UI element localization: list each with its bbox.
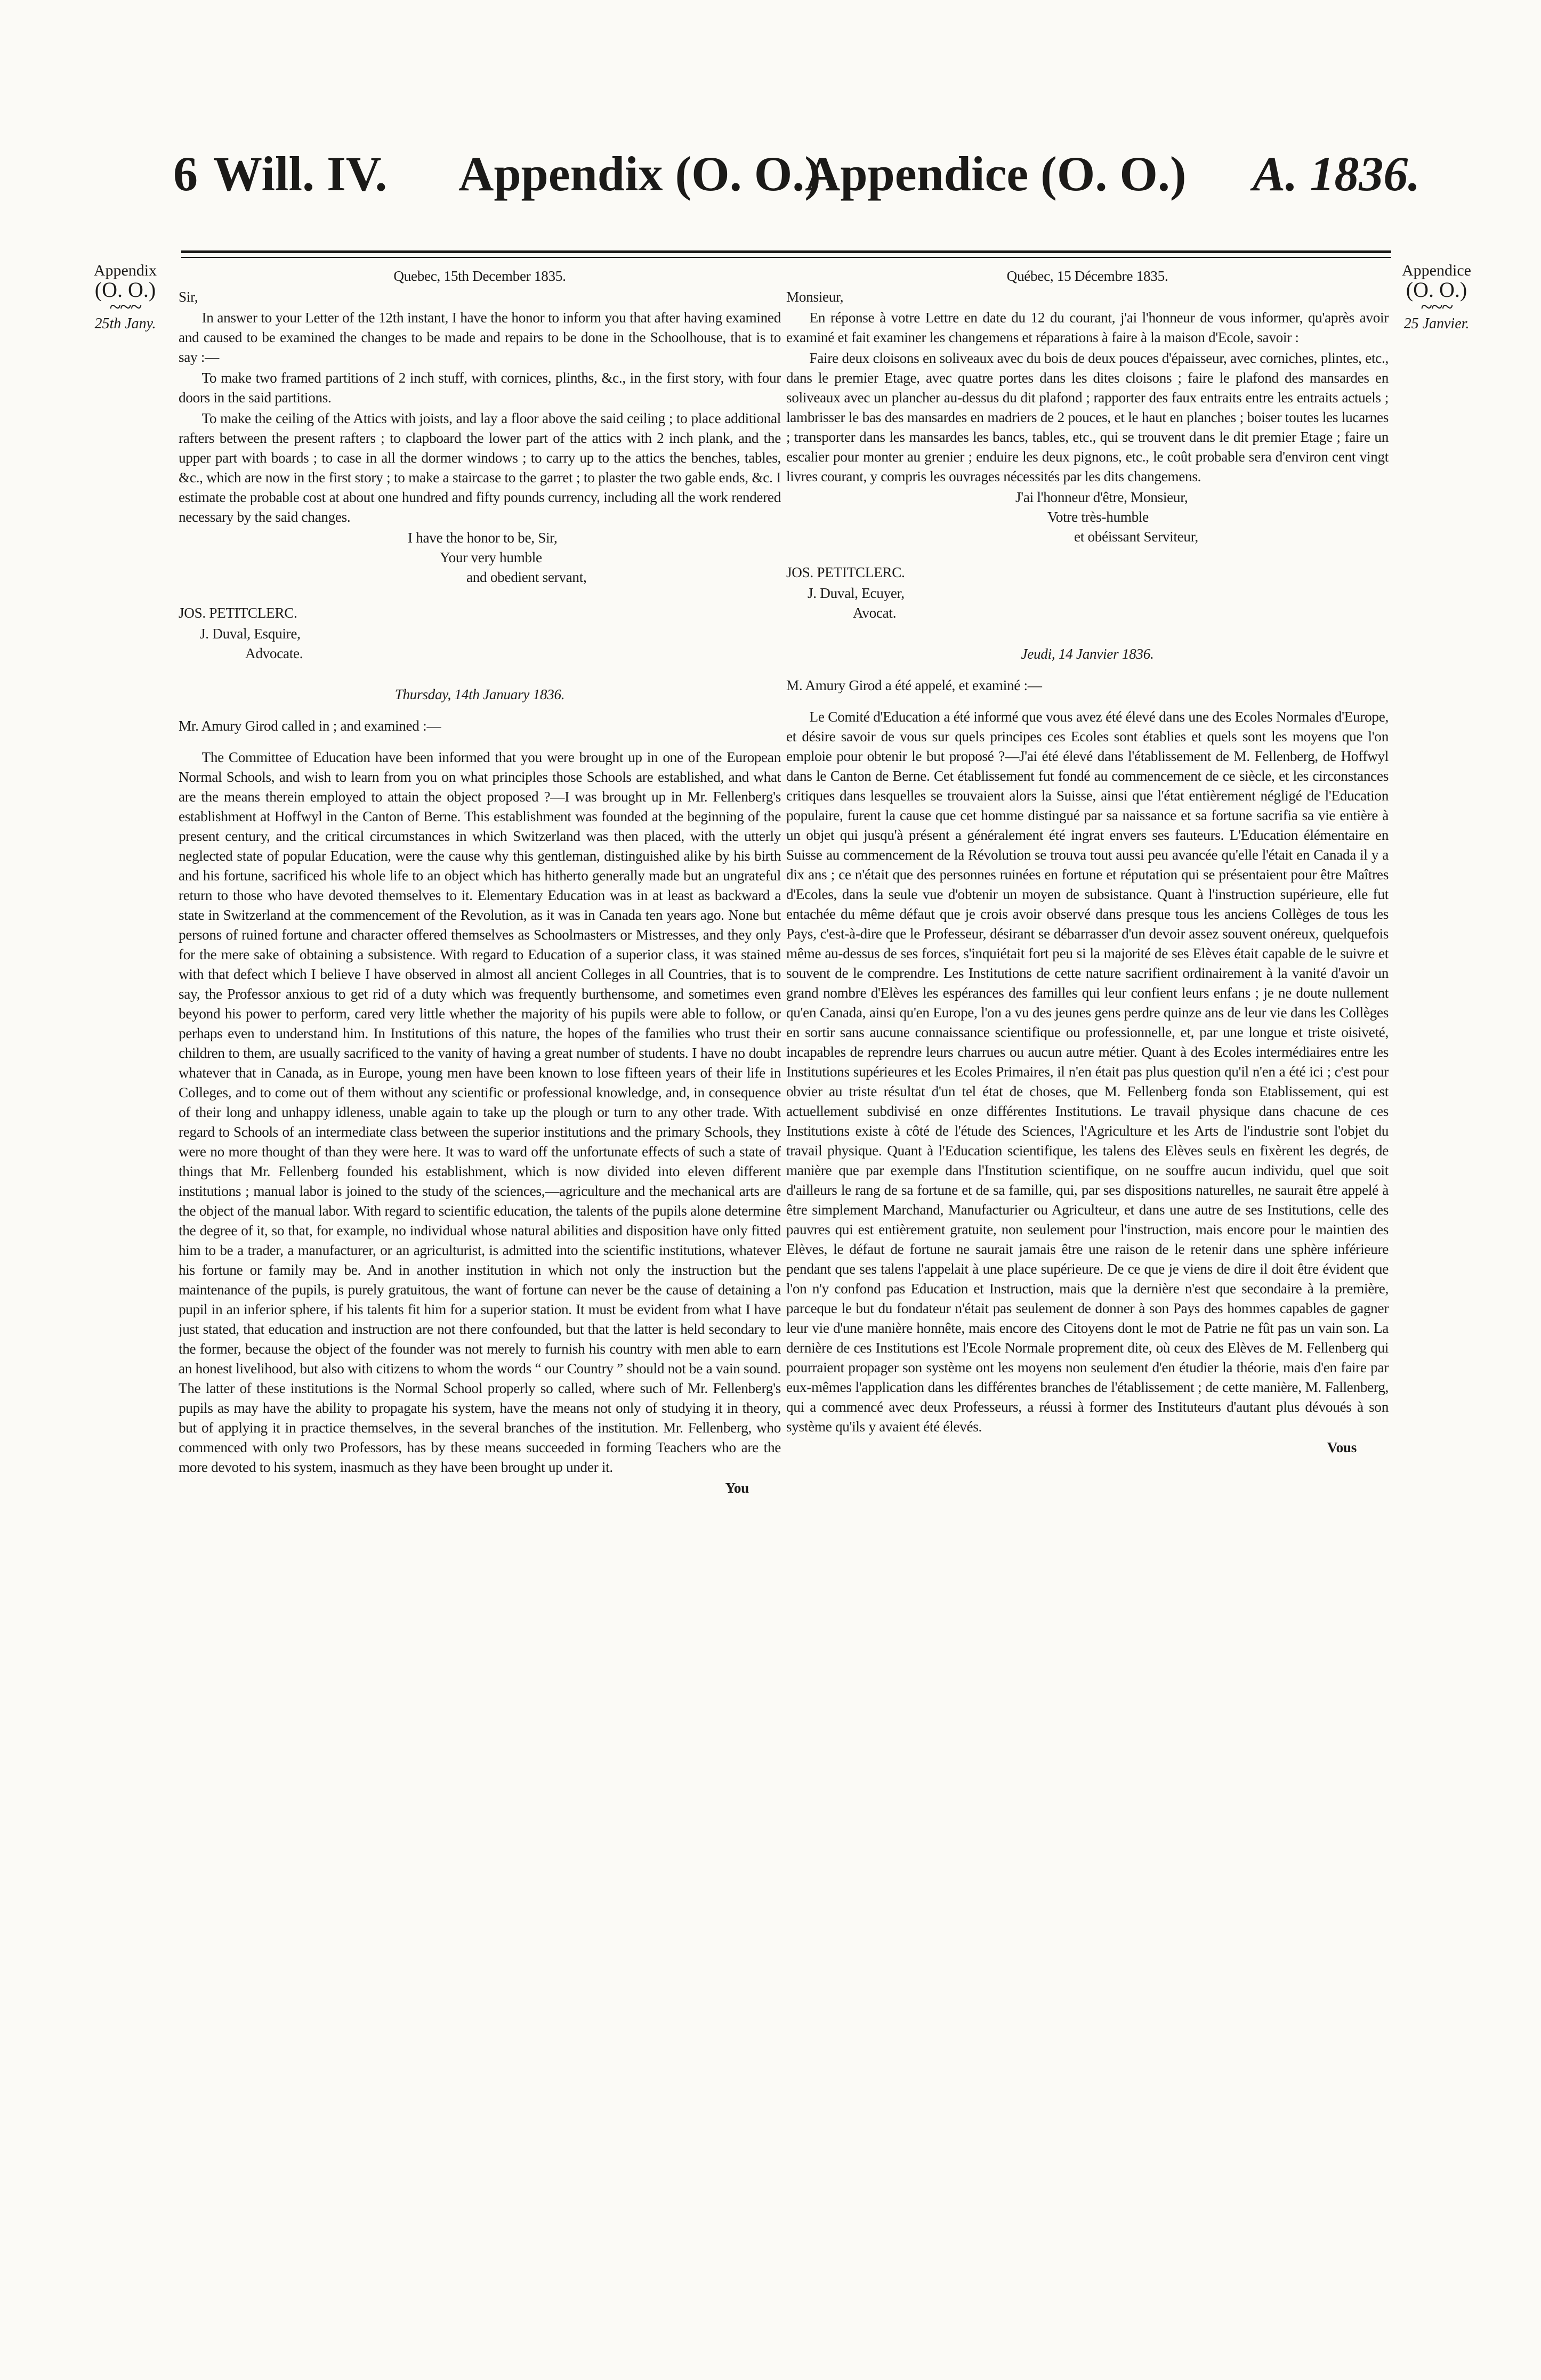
margin-swash-icon: ~~~ (1421, 295, 1453, 319)
page-number: 6 (173, 147, 198, 201)
margin-note-left (80, 261, 171, 334)
addressee (786, 584, 1389, 623)
margin-date: 25th Jany. (94, 315, 156, 332)
witness-line: M. Amury Girod a été appelé, et examiné :— (786, 677, 1042, 693)
closing-line: I have the honor to be, Sir, (408, 530, 558, 546)
closing-line: Votre très-humble (1047, 509, 1149, 525)
reign-label: Will. IV. (213, 147, 388, 201)
addressee (179, 624, 781, 663)
catchword: Vous (1327, 1439, 1357, 1455)
appendix-title-fr: Appendice (O. O.) (805, 147, 1187, 201)
french-column (786, 266, 1389, 2334)
letter-closing (786, 488, 1389, 547)
header-rule-bottom (181, 257, 1391, 258)
closing-line: and obedient servant, (466, 569, 587, 585)
margin-label: Appendice (1402, 262, 1471, 279)
letter-paragraph: Faire deux cloisons en soliveaux avec du bois de deux pouces d'épaisseur, avec corniches, plintes, etc., dans le premier Etage, avec quatre portes dans les dites cloisons ; faire le plafond des mansardes en soliveaux avec un plancher au-dessus du dit plafond ; rapporter des faux entraits entre les entraits actuels ; lambrisser le bas des mansardes en madriers de 2 pouces, et le haut en planches ; boiser toutes les lucarnes ; transporter dans les mansardes les bancs, tables, etc., qui se trouvent dans le dit premier Etage ; faire un escalier pour monter au grenier ; enduire les deux pignons, etc., le coût probable sera d'environ cent vingt livres courant, y compris les ouvrages nécessités par les dits changemens. (786, 350, 1389, 484)
testimony: Le Comité d'Education a été informé que vous avez été élevé dans une des Ecoles Normales d'Europe, et désire savoir de vous sur quels principes ces Ecoles sont établies et quels sont les moyens que l'on emploie pour obtenir le but proposé ?—J'ai été élevé dans l'établissement de M. Fellenberg, de Hoffwyl dans le Canton de Berne. Cet établissement fut fondé au commencement de ce siècle, et les circonstances critiques dans lesquelles se trouvaient alors la Suisse, ainsi que l'état entièrement négligé de l'Education populaire, furent la cause que cet homme distingué par sa naissance et sa fortune sacrifia sa vie entière à un objet qui jusqu'à présent a généralement été ingrat envers ses fauteurs. L'Education élémentaire en Suisse au commencement de la Révolution se trouva tout aussi peu avancée qu'elle l'était en Canada il y a dix ans ; ce n'était que des personnes ruinées en fortune et réputation qui se présentaient pour être Maîtres d'Ecoles, dans la seule vue d'obtenir un moyen de subsistance. Quant à l'instruction supérieure, elle fut entachée du même défaut que je crois avoir observé dans presque tous les anciens Collèges de tous les Pays, c'est-à-dire que le Professeur, désirant se débarrasser d'un devoir assez souvent onéreux, quelquefois même au-dessus de ses forces, s'inquiétait fort peu si la majorité de ses Elèves était capable de le suivre et souvent de le comprendre. Les Institutions de cette nature sacrifient ordinairement à la vanité d'avoir un grand nombre d'Elèves les espérances des familles qui leur confient leurs enfans ; je ne doute nullement qu'en Canada, ainsi qu'en Europe, l'on a vu des jeunes gens perdre quinze ans de leur vie dans les Collèges en sortir sans aucune connaissance scientifique ou professionnelle, et, par une longue et triste oisiveté, incapables de reprendre leurs charrues ou aucun autre métier. Quant à des Ecoles intermédiaires entre les Institutions supérieures et les Ecoles Primaires, il n'en était pas plus question qu'il n'en a été ici ; c'est pour obvier au triste résultat d'un tel état de choses, que M. Fellenberg fonda son Etablissement, qui est actuellement subdivisé en onze différentes Institutions. Le travail physique dans chacune de ces Institutions existe à côté de l'étude des Sciences, l'Agriculture et les Arts de l'industrie sont l'objet du travail physique. Quant à l'Education scientifique, les talens des Elèves seuls en fixèrent les degrés, de manière que par exemple dans l'Institution scientifique, on ne souffre aucun individu, quel que soit d'ailleurs le rang de sa fortune et de sa famille, qui, par ses dispositions naturelles, ne saurait être appelé à être simplement Marchand, Manufacturier ou Agriculteur, et dans une autre de ses Institutions, celle des pauvres qui est entièrement gratuite, non seulement pour l'instruction, mais encore pour le maintien des Elèves, le défaut de fortune ne saurait jamais être une raison de le retenir dans une sphère inférieure pendant que ses talens l'appelait à une place supérieure. De ce que je viens de dire il doit être évident que l'on n'y confond pas Education et Instruction, mais que la dernière n'est que secondaire à la première, parceque le but du fondateur n'était pas seulement de donner à son Pays des hommes capables de gagner leur vie d'une manière honnête, mais encore des Citoyens dont le mot de Patrie ne fût pas un vain son. La dernière de ces Institutions est l'Ecole Normale proprement dite, où ceux des Elèves de M. Fellenberg qui pourraient propager son système ont les moyens non seulement d'en étudier la théorie, mais d'en faire par eux-mêmes l'application dans les différentes branches de l'établissement ; de cette manière, M. Fallenberg, qui a commencé avec deux Professeurs, a réussi à former des Instituteurs d'autant plus dévoués à son système qu'ils y avaient été élevés. (786, 709, 1389, 1435)
margin-label: Appendix (93, 262, 157, 279)
letter-closing (179, 528, 781, 587)
margin-date: 25 Janvier. (1403, 315, 1470, 332)
letter-paragraph: To make two framed partitions of 2 inch stuff, with cornices, plinths, &c., in the first story, with four doors in the said partitions. (179, 370, 781, 406)
margin-code: (O. O.) (94, 278, 156, 302)
year-label: A. 1836. (1253, 147, 1421, 201)
margin-swash-icon: ~~~ (109, 295, 141, 319)
closing-line: et obéissant Serviteur, (1074, 529, 1198, 545)
addressee-title: Avocat. (853, 605, 897, 621)
margin-note-right (1391, 261, 1482, 334)
letter-paragraph: To make the ceiling of the Attics with joists, and lay a floor above the said ceiling ; to place additional rafters between the present rafters ; to clapboard the lower part of the attics with 2 inch plank, and the upper part with boards ; to case in all the dormer windows ; to carry up to the attics the benches, tables, &c., which are now in the first story ; to make a staircase to the garret ; to plaster the two gable ends, &c. I estimate the probable cost at about one hundred and fifty pounds currency, including all the work rendered necessary by the said changes. (179, 410, 781, 525)
session-date: Thursday, 14th January 1836. (394, 686, 565, 702)
addressee-name: J. Duval, Esquire, (200, 626, 301, 642)
closing-line: Your very humble (440, 549, 542, 565)
letter-paragraph: In answer to your Letter of the 12th instant, I have the honor to inform you that after having examined and caused to be examined the changes to be made and repairs to be done in the Schoolhouse, that is to say :— (179, 310, 781, 365)
letter-paragraph: En réponse à votre Lettre en date du 12 du courant, j'ai l'honneur de vous informer, qu'après avoir examiné et fait examiner les changemens et réparations à faire à la maison d'Ecole, savoir : (786, 310, 1389, 345)
closing-line: J'ai l'honneur d'être, Monsieur, (1015, 489, 1188, 505)
testimony: The Committee of Education have been informed that you were brought up in one of the European Normal Schools, and wish to learn from you on what principles those Schools are established, and what are the means therein employed to attain the object proposed ?—I was brought up in Mr. Fellenberg's establishment at Hoffwyl in the Canton of Berne. This establishment was founded at the beginning of the present century, and the critical circumstances in which Switzerland was then placed, with the utterly neglected state of popular Education, were the cause why this gentleman, distinguished alike by his birth and his fortune, sacrificed his whole life to an object which has hitherto generally made but an ungrateful return to those who have devoted themselves to it. Elementary Education was in at least as backward a state in Switzerland at the commencement of the Revolution, as it was in Canada ten years ago. None but persons of ruined fortune and character offered themselves as Schoolmasters or Mistresses, and they only for the mere sake of obtaining a subsistence. With regard to Education of a superior class, it was stained with that defect which I believe I have observed in almost all ancient Colleges in all Countries, that is to say, the Professor anxious to get rid of a duty which was frequently burthensome, and sometimes even beyond his power to perform, cared very little whether the majority of his pupils were able to follow, or perhaps even to understand him. In Institutions of this nature, the hopes of the families who trust their children to them, are usually sacrificed to the vanity of having a great number of students. I have no doubt whatever that in Canada, as in Europe, young men have been known to lose fifteen years of their life in Colleges, and to come out of them without any scientific or professional knowledge, and, in consequence of their long and unhappy idleness, unable again to take up the plough or turn to any other trade. With regard to Schools of an intermediate class between the superior institutions and the primary Schools, they were no more thought of than they were here. It was to ward off the unfortunate effects of such a state of things that Mr. Fellenberg founded his establishment, which is now divided into eleven different institutions ; manual labor is joined to the study of the sciences,—agriculture and the mechanical arts are the object of the manual labor. With regard to scientific education, the talents of the pupils alone determine the degree of it, so that, for example, no individual whose natural abilities and disposition have only fitted him to be a trader, a manufacturer, or an agriculturist, is admitted into the scientific institutions, whatever his fortune or family may be. And in another institution in which not only the instruction but the maintenance of the pupils, is purely gratuitous, the want of fortune can never be the cause of detaining a pupil in an inferior sphere, if his talents fit him for a superior station. It must be evident from what I have just stated, that education and instruction are not there confounded, but that the latter is held secondary to the former, because the object of the founder was not merely to furnish his country with men able to earn an honest livelihood, but also with citizens to whom the words “ our Country ” should not be a vain sound. The latter of these institutions is the Normal School properly so called, where such of Mr. Fellenberg's pupils as may have the ability to propagate his system, have the means not only of studying it in theory, but of applying it in practice themselves, in the several branches of the institution. Mr. Fellenberg, who commenced with only two Professors, has by these means succeeded in forming Teachers who are the more devoted to his system, inasmuch as they have been brought up under it. (179, 749, 781, 1475)
witness-line: Mr. Amury Girod called in ; and examined :— (179, 718, 441, 734)
appendix-title-en: Appendix (O. O.) (458, 147, 821, 201)
signature: JOS. PETITCLERC. (786, 564, 905, 580)
addressee-title: Advocate. (245, 645, 303, 661)
signature: JOS. PETITCLERC. (179, 605, 297, 621)
catchword: You (725, 1480, 749, 1496)
letter-date: Quebec, 15th December 1835. (393, 268, 566, 284)
salutation: Sir, (179, 289, 198, 305)
salutation: Monsieur, (786, 289, 844, 305)
english-column (179, 266, 781, 2334)
letter-date: Québec, 15 Décembre 1835. (1006, 268, 1168, 284)
margin-code: (O. O.) (1406, 278, 1467, 302)
header-rule-top (181, 250, 1391, 253)
session-date: Jeudi, 14 Janvier 1836. (1021, 646, 1154, 662)
addressee-name: J. Duval, Ecuyer, (808, 585, 905, 601)
